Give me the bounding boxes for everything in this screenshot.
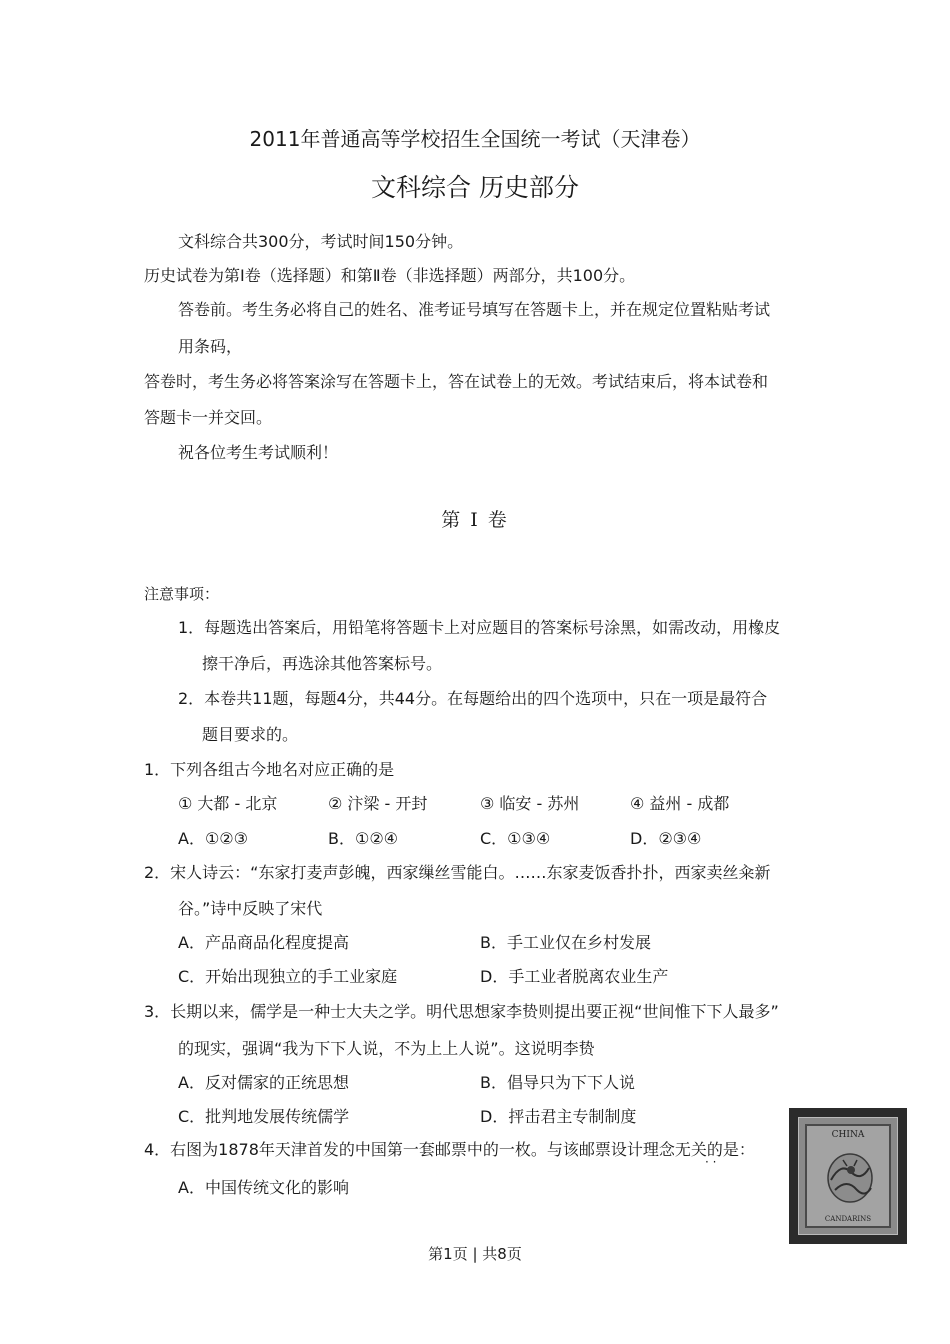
q1-option-d: D．②③④ xyxy=(630,829,702,848)
notes-heading: 注意事项： xyxy=(144,585,220,603)
q1-stem: 1．下列各组古今地名对应正确的是 xyxy=(144,760,395,779)
q3-stem-line-2: 的现实，强调“我为下下人说，不为上上人说”。这说明李贽 xyxy=(178,1039,595,1058)
page-footer: 第1页 | 共8页 xyxy=(428,1245,522,1263)
q3-stem-line-1: 3．长期以来，儒学是一种士大夫之学。明代思想家李贽则提出要正视“世间惟下下人最多” xyxy=(144,1002,779,1021)
stamp-bottom-text: CANDARINS xyxy=(824,1215,872,1223)
exam-subtitle: 文科综合 历史部分 xyxy=(371,173,579,202)
q2-option-b: B．手工业仅在乡村发展 xyxy=(480,933,651,952)
note-line-4: 题目要求的。 xyxy=(202,725,299,744)
stamp-image xyxy=(789,1108,907,1244)
exam-title: 2011年普通高等学校招生全国统一考试（天津卷） xyxy=(249,127,701,151)
stamp-frame xyxy=(805,1124,891,1228)
section-title: 第 Ⅰ 卷 xyxy=(441,509,509,531)
q3-option-c: C．批判地发展传统儒学 xyxy=(178,1107,350,1126)
q3-option-d: D．抨击君主专制制度 xyxy=(480,1107,637,1126)
q1-item-1: ① 大都 - 北京 xyxy=(178,794,278,813)
intro-line-1: 文科综合共300分，考试时间150分钟。 xyxy=(178,232,464,251)
intro-line-7: 祝各位考生考试顺利！ xyxy=(178,443,339,462)
q1-option-c: C．①③④ xyxy=(480,829,551,848)
q3-option-a: A．反对儒家的正统思想 xyxy=(178,1073,349,1092)
intro-line-2: 历史试卷为第Ⅰ卷（选择题）和第Ⅱ卷（非选择题）两部分，共100分。 xyxy=(144,266,636,285)
q2-stem-line-2: 谷。”诗中反映了宋代 xyxy=(178,899,323,918)
q2-option-a: A．产品商品化程度提高 xyxy=(178,933,349,952)
q2-stem-line-1: 2．宋人诗云：“东家打麦声彭魄，西家缫丝雪能白。……东家麦饭香扑扑，西家卖丝籴新 xyxy=(144,863,771,882)
q4-option-a: A．中国传统文化的影响 xyxy=(178,1178,349,1197)
stamp-top-text: CHINA xyxy=(831,1130,865,1140)
emphasis-dots: · · xyxy=(705,1155,717,1169)
q4-stem: 4．右图为1878年天津首发的中国第一套邮票中的一枚。与该邮票设计理念无关的是： xyxy=(144,1140,755,1159)
intro-line-3: 答卷前。考生务必将自己的姓名、准考证号填写在答题卡上，并在规定位置粘贴考试 xyxy=(178,300,771,319)
q2-option-c: C．开始出现独立的手工业家庭 xyxy=(178,967,398,986)
q1-item-3: ③ 临安 - 苏州 xyxy=(480,794,580,813)
note-line-3: 2．本卷共11题，每题4分，共44分。在每题给出的四个选项中，只在一项是最符合 xyxy=(178,689,768,708)
q1-option-b: B．①②④ xyxy=(328,829,399,848)
q3-option-b: B．倡导只为下下人说 xyxy=(480,1073,635,1092)
q1-item-4: ④ 益州 - 成都 xyxy=(630,794,730,813)
stamp-paper xyxy=(798,1117,898,1235)
q2-option-d: D．手工业者脱离农业生产 xyxy=(480,967,669,986)
intro-line-4: 用条码， xyxy=(178,337,243,356)
q1-option-a: A．①②③ xyxy=(178,829,248,848)
q1-item-2: ② 汴梁 - 开封 xyxy=(328,794,428,813)
intro-line-5: 答卷时，考生务必将答案涂写在答题卡上，答在试卷上的无效。考试结束后，将本试卷和 xyxy=(144,372,769,391)
dragon-icon xyxy=(821,1148,879,1210)
note-line-1: 1．每题选出答案后，用铅笔将答题卡上对应题目的答案标号涂黑，如需改动，用橡皮 xyxy=(178,618,781,637)
note-line-2: 擦干净后，再选涂其他答案标号。 xyxy=(202,654,443,673)
intro-line-6: 答题卡一并交回。 xyxy=(144,408,273,427)
